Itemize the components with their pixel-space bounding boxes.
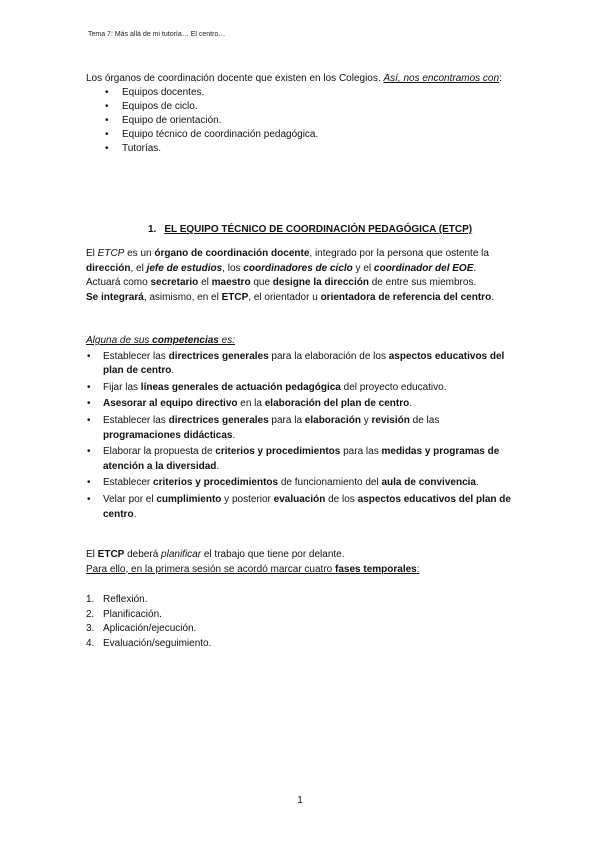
intro-continuation: Así, nos encontramos con [383,73,500,84]
list-item: • Tutorías. [86,142,516,156]
organos-list [86,86,516,156]
list-item: 3. Aplicación/ejecución. [86,623,197,635]
section-number: 1. [148,224,157,235]
list-item: • Asesorar al equipo directivo en la elaboración del plan de centro. [86,397,516,412]
fases-section [86,548,516,652]
intro-text: Los órganos de coordinación docente que existen en los Colegios. Así, nos encontramos con: [86,73,502,84]
competencias-title: Alguna de sus competencias es: [86,335,235,346]
list-item: • Establecer las directrices generales para la elaboración y revisión de las programaciones didácticas. [86,414,516,443]
paragraph-line: Se integrará, asimismo, en el ETCP, el orientador u orientadora de referencia del centro. [86,291,494,303]
list-item: 4. Evaluación/seguimiento. [86,637,212,649]
list-item: • Establecer las directrices generales para la elaboración de los aspectos educativos del plan de centro. [86,350,516,379]
fases-list [86,593,516,651]
fases-lead: Para ello, en la primera sesión se acordó marcar cuatro fases temporales: [86,563,420,575]
list-item: • Velar por el cumplimiento y posterior evaluación de los aspectos educativos del plan de centro. [86,493,516,522]
running-header: Tema 7: Más allá de mi tutoría… El centro… [88,31,226,38]
list-item: 1. Reflexión. [86,594,148,606]
section-title: EL EQUIPO TÉCNICO DE COORDINACIÓN PEDAGÓGICA (ETCP) [164,224,473,235]
list-item: 2. Planificación. [86,608,162,620]
list-item: • Establecer criterios y procedimientos de funcionamiento del aula de convivencia. [86,476,516,491]
fases-intro: El ETCP deberá planificar el trabajo que tiene por delante. [86,549,345,560]
list-item: • Equipos docentes. [86,86,516,100]
intro-section [86,72,516,156]
list-item: • Equipo técnico de coordinación pedagógica. [86,128,516,142]
paragraph-line: Actuará como secretario el maestro que designe la dirección de entre sus miembros. [86,277,477,289]
competencias-list [86,350,516,523]
list-item: • Equipo de orientación. [86,114,516,128]
paragraph-line: El ETCP es un órgano de coordinación docente, integrado por la persona que ostente la dirección, el jefe de estudios, los coordinadores de ciclo y el coordinador del EOE. [86,248,489,274]
page-number: 1 [297,795,303,806]
list-item: • Fijar las líneas generales de actuación pedagógica del proyecto educativo. [86,381,516,396]
section-heading [148,224,472,235]
etcp-paragraph [86,247,516,305]
competencias-section [86,334,516,524]
list-item: • Equipos de ciclo. [86,100,516,114]
list-item: • Elaborar la propuesta de criterios y procedimientos para las medidas y programas de atención a la diversidad. [86,445,516,474]
